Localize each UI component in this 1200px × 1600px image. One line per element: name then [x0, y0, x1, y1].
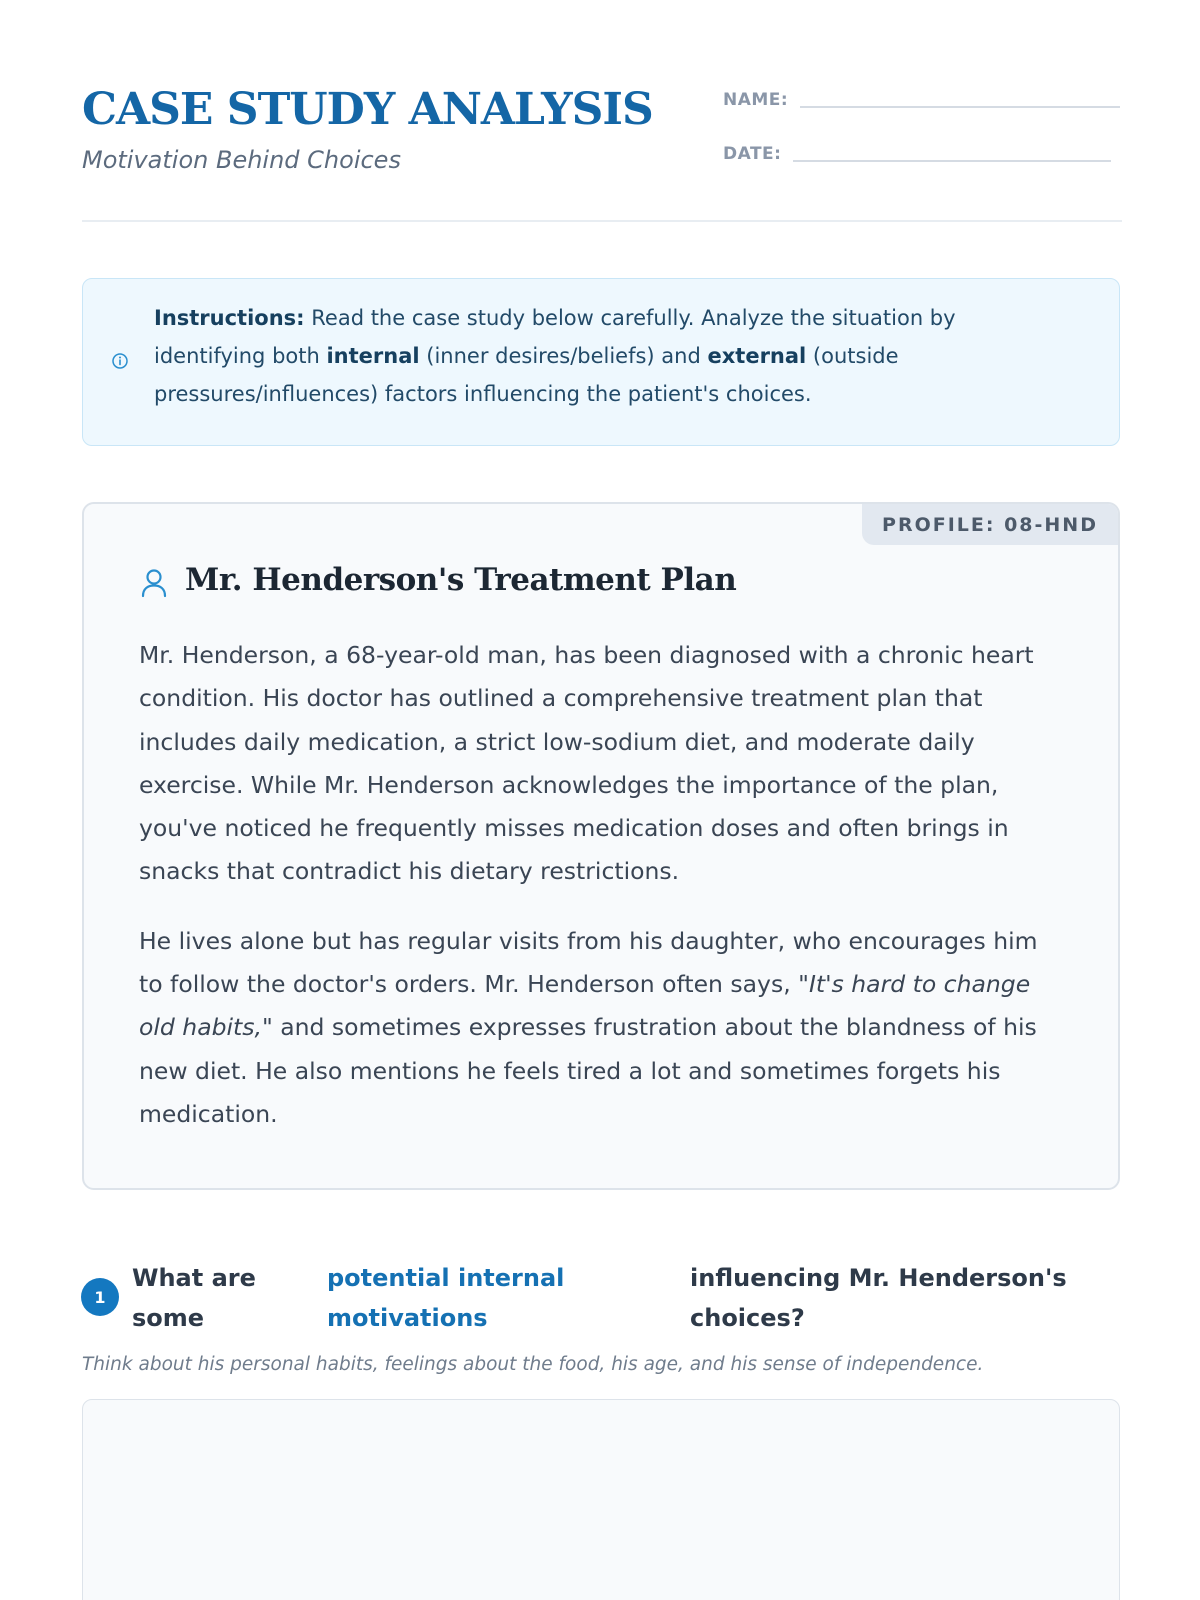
header-divider [82, 220, 1122, 222]
page-title: CASE STUDY ANALYSIS [82, 84, 653, 135]
case-study-card [82, 502, 1120, 1190]
case-quote: "It's hard to change old habits," [139, 970, 1031, 1042]
case-body [139, 634, 1049, 1162]
name-label: NAME: [723, 90, 789, 110]
date-field [723, 144, 1111, 164]
case-paragraph-2: He lives alone but has regular visits from his daughter, who encourages him to follow the doctor's orders. Mr. Henderson often says, "It's hard to change old habits," and sometimes expresses frustration about the blandness of his new diet. He also mentions he feels tired a lot and sometimes forgets his medication. [139, 926, 1038, 1128]
instructions-text: Instructions: Read the case study below carefully. Analyze the situation by identifying both internal (inner desires/beliefs) and external (outside pressures/influences) factors influencing the patient's choices. [154, 306, 956, 406]
internal-term: internal [326, 344, 420, 368]
question-number-badge: 1 [81, 1278, 119, 1316]
instructions-box [82, 278, 1120, 446]
answer-textarea[interactable] [82, 1399, 1120, 1600]
case-title: Mr. Henderson's Treatment Plan [185, 562, 737, 598]
external-term: external [707, 344, 807, 368]
info-icon [111, 352, 129, 370]
person-icon [140, 568, 168, 598]
date-input-line[interactable] [793, 160, 1111, 162]
question-text-end: influencing Mr. Henderson's choices? [690, 1264, 1067, 1332]
name-input-line[interactable] [800, 106, 1120, 108]
question-highlight: potential internal motivations [327, 1264, 565, 1332]
page-subtitle: Motivation Behind Choices [82, 146, 401, 174]
case-paragraph-1: Mr. Henderson, a 68-year-old man, has been diagnosed with a chronic heart condition. His doctor has outlined a comprehensive treatment plan that includes daily medication, a strict low-sodium diet, and moderate daily exercise. While Mr. Henderson acknowledges the importance of the plan, you've noticed he frequently misses medication doses and often brings in snacks that contradict his dietary restrictions. [139, 641, 1034, 886]
question-hint: Think about his personal habits, feelings about the food, his age, and his sense of independence. [82, 1354, 984, 1375]
name-field [723, 90, 1120, 110]
profile-tag: PROFILE: 08-HND [862, 504, 1118, 545]
question-text-start: What are some [132, 1264, 256, 1332]
date-label: DATE: [723, 144, 782, 164]
instructions-lead: Instructions: [154, 306, 305, 330]
